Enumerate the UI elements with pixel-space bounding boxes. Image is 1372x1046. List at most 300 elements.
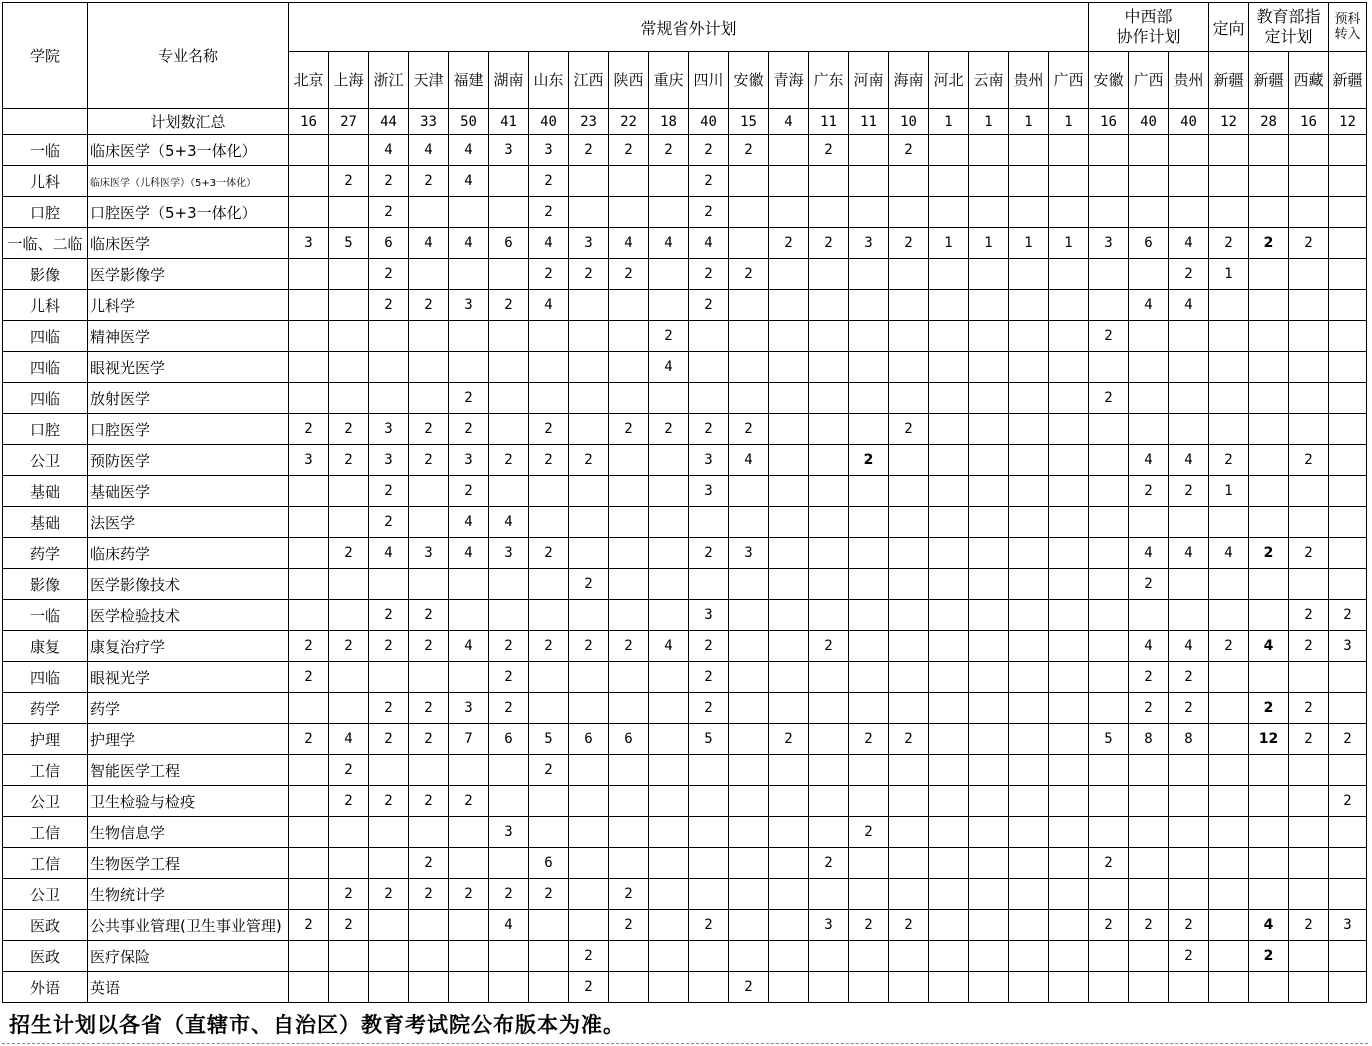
quota-cell: 2 [449, 476, 489, 507]
quota-cell [849, 631, 889, 662]
quota-cell [289, 848, 329, 879]
quota-cell [1329, 662, 1367, 693]
quota-cell [929, 538, 969, 569]
quota-cell [1289, 755, 1329, 786]
quota-cell: 2 [689, 414, 729, 445]
quota-cell: 2 [409, 693, 449, 724]
quota-cell [1129, 414, 1169, 445]
province-header: 广东 [809, 52, 849, 109]
quota-cell: 2 [409, 786, 449, 817]
quota-cell [769, 352, 809, 383]
quota-cell: 2 [329, 631, 369, 662]
quota-cell [1089, 631, 1129, 662]
quota-cell [649, 786, 689, 817]
quota-cell [889, 507, 929, 538]
quota-cell [609, 693, 649, 724]
quota-cell [489, 600, 529, 631]
quota-cell [769, 662, 809, 693]
quota-cell [569, 755, 609, 786]
quota-cell: 3 [369, 414, 409, 445]
table-row [3, 972, 1367, 1003]
quota-cell [929, 507, 969, 538]
quota-cell: 2 [289, 724, 329, 755]
quota-cell [609, 817, 649, 848]
quota-cell [609, 941, 649, 972]
major-cell: 眼视光医学 [88, 352, 289, 383]
quota-cell [449, 941, 489, 972]
total-cell: 41 [489, 109, 529, 135]
quota-cell [449, 321, 489, 352]
quota-cell [329, 817, 369, 848]
table-row [3, 538, 1367, 569]
quota-cell: 2 [1289, 445, 1329, 476]
quota-cell: 2 [1169, 476, 1209, 507]
quota-cell [1329, 755, 1367, 786]
quota-cell: 7 [449, 724, 489, 755]
quota-cell [649, 259, 689, 290]
quota-cell [289, 941, 329, 972]
table-row [3, 197, 1367, 228]
quota-cell [1209, 879, 1249, 910]
quota-cell [609, 662, 649, 693]
quota-cell [849, 197, 889, 228]
quota-cell [1289, 941, 1329, 972]
total-cell: 22 [609, 109, 649, 135]
quota-cell: 2 [369, 476, 409, 507]
quota-cell [969, 600, 1009, 631]
quota-cell [769, 166, 809, 197]
quota-cell [649, 755, 689, 786]
quota-cell: 4 [529, 228, 569, 259]
quota-cell: 2 [1289, 600, 1329, 631]
quota-cell [1249, 972, 1289, 1003]
quota-cell [609, 290, 649, 321]
quota-cell: 2 [729, 259, 769, 290]
quota-cell: 3 [689, 600, 729, 631]
quota-cell: 2 [369, 290, 409, 321]
totals-label: 计划数汇总 [88, 109, 289, 135]
quota-cell: 3 [489, 135, 529, 166]
quota-cell [1049, 414, 1089, 445]
quota-cell [329, 321, 369, 352]
quota-cell [969, 786, 1009, 817]
quota-cell: 2 [889, 910, 929, 941]
quota-cell [689, 507, 729, 538]
quota-cell [329, 197, 369, 228]
total-cell: 18 [649, 109, 689, 135]
quota-cell: 2 [809, 135, 849, 166]
quota-cell: 4 [329, 724, 369, 755]
quota-cell [609, 755, 649, 786]
total-cell: 23 [569, 109, 609, 135]
quota-cell [849, 662, 889, 693]
major-cell: 预防医学 [88, 445, 289, 476]
quota-cell: 4 [1169, 538, 1209, 569]
total-cell: 16 [1089, 109, 1129, 135]
major-cell: 临床医学（儿科医学）（5+3一体化） [88, 166, 289, 197]
quota-cell [489, 941, 529, 972]
quota-cell [969, 755, 1009, 786]
quota-cell [609, 445, 649, 476]
quota-cell: 2 [489, 662, 529, 693]
total-cell: 16 [289, 109, 329, 135]
quota-cell [689, 941, 729, 972]
quota-cell [1209, 755, 1249, 786]
quota-cell [1049, 507, 1089, 538]
total-cell: 12 [1329, 109, 1367, 135]
quota-cell [569, 352, 609, 383]
college-cell: 医政 [3, 910, 88, 941]
quota-cell [729, 941, 769, 972]
quota-cell: 4 [609, 228, 649, 259]
quota-cell: 2 [1169, 662, 1209, 693]
quota-cell: 2 [369, 259, 409, 290]
quota-cell: 4 [729, 445, 769, 476]
quota-cell [489, 755, 529, 786]
quota-cell [489, 166, 529, 197]
major-cell: 生物信息学 [88, 817, 289, 848]
quota-cell [1209, 569, 1249, 600]
quota-cell [969, 352, 1009, 383]
quota-cell [609, 352, 649, 383]
quota-cell: 2 [369, 507, 409, 538]
quota-cell: 3 [729, 538, 769, 569]
province-header: 贵州 [1169, 52, 1209, 109]
quota-cell: 2 [809, 631, 849, 662]
quota-cell [969, 538, 1009, 569]
quota-cell [809, 879, 849, 910]
quota-cell [1089, 197, 1129, 228]
quota-cell [969, 445, 1009, 476]
quota-cell: 2 [529, 259, 569, 290]
quota-cell [1209, 941, 1249, 972]
quota-cell [1009, 755, 1049, 786]
quota-cell: 5 [329, 228, 369, 259]
table-row [3, 414, 1367, 445]
quota-cell [1009, 166, 1049, 197]
quota-cell: 2 [1329, 600, 1367, 631]
quota-cell [809, 538, 849, 569]
quota-cell: 4 [409, 228, 449, 259]
table-row [3, 445, 1367, 476]
quota-cell [969, 972, 1009, 1003]
quota-cell [1249, 786, 1289, 817]
quota-cell [769, 135, 809, 166]
quota-cell [689, 755, 729, 786]
quota-cell [929, 569, 969, 600]
quota-cell: 4 [1129, 290, 1169, 321]
quota-cell [1009, 941, 1049, 972]
quota-cell: 4 [1249, 631, 1289, 662]
quota-cell [1249, 197, 1289, 228]
college-cell: 药学 [3, 693, 88, 724]
quota-cell [369, 941, 409, 972]
quota-cell [409, 476, 449, 507]
quota-cell: 4 [1129, 538, 1169, 569]
quota-cell [1169, 383, 1209, 414]
quota-cell [289, 166, 329, 197]
quota-cell [729, 848, 769, 879]
quota-cell [849, 972, 889, 1003]
quota-cell [1049, 166, 1089, 197]
quota-cell [289, 600, 329, 631]
quota-cell [1089, 290, 1129, 321]
quota-cell: 2 [769, 724, 809, 755]
quota-cell: 2 [329, 879, 369, 910]
college-cell: 口腔 [3, 414, 88, 445]
quota-cell [769, 383, 809, 414]
table-row [3, 693, 1367, 724]
quota-cell [849, 755, 889, 786]
quota-cell [449, 662, 489, 693]
major-cell: 口腔医学（5+3一体化） [88, 197, 289, 228]
quota-cell: 2 [369, 879, 409, 910]
quota-cell [889, 941, 929, 972]
quota-cell [369, 972, 409, 1003]
quota-cell [1329, 476, 1367, 507]
quota-cell: 2 [689, 290, 729, 321]
quota-cell: 3 [689, 445, 729, 476]
province-header: 上海 [329, 52, 369, 109]
quota-cell [809, 755, 849, 786]
quota-cell: 2 [689, 910, 729, 941]
quota-cell [929, 259, 969, 290]
quota-cell [329, 259, 369, 290]
quota-cell: 2 [729, 414, 769, 445]
quota-cell [729, 631, 769, 662]
quota-cell [1329, 321, 1367, 352]
quota-cell [449, 817, 489, 848]
quota-cell: 2 [529, 538, 569, 569]
quota-cell: 2 [609, 631, 649, 662]
quota-cell: 1 [1009, 228, 1049, 259]
quota-cell [329, 507, 369, 538]
major-cell: 临床药学 [88, 538, 289, 569]
quota-cell [529, 662, 569, 693]
quota-cell: 4 [449, 228, 489, 259]
quota-cell [849, 476, 889, 507]
quota-cell [1089, 166, 1129, 197]
quota-cell: 4 [1169, 631, 1209, 662]
quota-cell [369, 321, 409, 352]
quota-cell [1009, 972, 1049, 1003]
quota-cell: 4 [449, 135, 489, 166]
quota-cell [1289, 383, 1329, 414]
province-header: 河北 [929, 52, 969, 109]
table-row [3, 135, 1367, 166]
quota-cell [849, 414, 889, 445]
table-row [3, 228, 1367, 259]
quota-cell [649, 507, 689, 538]
major-header: 专业名称 [88, 3, 289, 109]
quota-cell [1009, 879, 1049, 910]
major-cell: 康复治疗学 [88, 631, 289, 662]
quota-cell [849, 693, 889, 724]
quota-cell [809, 817, 849, 848]
quota-cell: 2 [689, 662, 729, 693]
quota-cell: 2 [369, 724, 409, 755]
quota-cell [1209, 662, 1249, 693]
quota-cell [849, 352, 889, 383]
quota-cell [1089, 941, 1129, 972]
quota-cell [649, 817, 689, 848]
quota-cell [929, 352, 969, 383]
quota-cell [569, 507, 609, 538]
major-cell: 英语 [88, 972, 289, 1003]
quota-cell [1169, 321, 1209, 352]
quota-cell [1169, 507, 1209, 538]
quota-cell [1169, 414, 1209, 445]
group-header-prep-transfer: 预科 转入 [1329, 3, 1367, 52]
quota-cell: 2 [409, 631, 449, 662]
quota-cell [929, 445, 969, 476]
quota-cell [1089, 414, 1129, 445]
college-cell: 公卫 [3, 879, 88, 910]
quota-cell: 2 [849, 445, 889, 476]
quota-cell [1249, 352, 1289, 383]
quota-cell [1209, 290, 1249, 321]
province-header: 云南 [969, 52, 1009, 109]
quota-cell [1329, 228, 1367, 259]
enrollment-plan-table [2, 2, 1367, 1003]
quota-cell [369, 569, 409, 600]
quota-cell [1329, 414, 1367, 445]
province-header: 江西 [569, 52, 609, 109]
quota-cell [769, 507, 809, 538]
quota-cell [289, 755, 329, 786]
quota-cell [1009, 259, 1049, 290]
quota-cell [729, 197, 769, 228]
quota-cell [1329, 197, 1367, 228]
province-header: 广西 [1129, 52, 1169, 109]
quota-cell [1329, 972, 1367, 1003]
quota-cell [1329, 693, 1367, 724]
quota-cell: 2 [1289, 631, 1329, 662]
quota-cell [729, 879, 769, 910]
quota-cell [329, 383, 369, 414]
quota-cell [329, 972, 369, 1003]
quota-cell [969, 662, 1009, 693]
college-cell: 四临 [3, 383, 88, 414]
quota-cell: 6 [489, 228, 529, 259]
quota-cell [649, 972, 689, 1003]
quota-cell [1049, 631, 1089, 662]
quota-cell [1009, 910, 1049, 941]
quota-cell [569, 414, 609, 445]
quota-cell [449, 600, 489, 631]
quota-cell: 2 [329, 414, 369, 445]
quota-cell [809, 972, 849, 1003]
quota-cell: 3 [1329, 631, 1367, 662]
quota-cell [929, 848, 969, 879]
quota-cell [369, 383, 409, 414]
quota-cell [889, 476, 929, 507]
quota-cell [849, 166, 889, 197]
quota-cell [1129, 507, 1169, 538]
quota-cell: 2 [689, 197, 729, 228]
province-header: 天津 [409, 52, 449, 109]
quota-cell [1089, 476, 1129, 507]
quota-cell: 3 [1329, 910, 1367, 941]
group-header-regular: 常规省外计划 [289, 3, 1089, 52]
quota-cell: 2 [569, 259, 609, 290]
quota-cell [369, 910, 409, 941]
quota-cell [1089, 135, 1129, 166]
quota-cell: 2 [489, 631, 529, 662]
quota-cell: 2 [529, 879, 569, 910]
quota-cell: 2 [1089, 910, 1129, 941]
quota-cell [849, 383, 889, 414]
quota-cell [1049, 383, 1089, 414]
table-row [3, 600, 1367, 631]
college-cell: 公卫 [3, 786, 88, 817]
quota-cell [1009, 693, 1049, 724]
quota-cell [929, 693, 969, 724]
quota-cell [1289, 166, 1329, 197]
quota-cell [929, 662, 969, 693]
quota-cell: 2 [1129, 569, 1169, 600]
quota-cell [929, 383, 969, 414]
quota-cell [1049, 848, 1089, 879]
quota-cell [609, 786, 649, 817]
quota-cell [889, 538, 929, 569]
quota-cell [929, 476, 969, 507]
quota-cell [569, 910, 609, 941]
quota-cell [729, 383, 769, 414]
quota-cell [289, 383, 329, 414]
province-header: 新疆 [1329, 52, 1367, 109]
major-cell: 精神医学 [88, 321, 289, 352]
quota-cell: 4 [489, 507, 529, 538]
quota-cell [769, 290, 809, 321]
quota-cell [1249, 290, 1289, 321]
total-cell: 1 [929, 109, 969, 135]
quota-cell [1049, 290, 1089, 321]
quota-cell [849, 259, 889, 290]
quota-cell [1009, 197, 1049, 228]
total-cell: 40 [529, 109, 569, 135]
quota-cell [609, 569, 649, 600]
quota-cell [809, 166, 849, 197]
quota-cell [409, 817, 449, 848]
quota-cell: 2 [729, 972, 769, 1003]
quota-cell [729, 600, 769, 631]
quota-cell [329, 476, 369, 507]
quota-cell [1249, 817, 1289, 848]
quota-cell [1209, 414, 1249, 445]
quota-cell: 2 [1089, 848, 1129, 879]
quota-cell [369, 848, 409, 879]
quota-cell [889, 817, 929, 848]
quota-cell [889, 848, 929, 879]
quota-cell [1329, 259, 1367, 290]
quota-cell [289, 135, 329, 166]
quota-cell: 2 [489, 693, 529, 724]
quota-cell [369, 662, 409, 693]
quota-cell [929, 941, 969, 972]
quota-cell: 2 [769, 228, 809, 259]
quota-cell [569, 197, 609, 228]
quota-cell [649, 724, 689, 755]
table-row [3, 724, 1367, 755]
quota-cell: 2 [489, 445, 529, 476]
quota-cell [649, 600, 689, 631]
quota-cell [1289, 972, 1329, 1003]
table-row [3, 755, 1367, 786]
quota-cell: 2 [649, 321, 689, 352]
quota-cell [809, 414, 849, 445]
quota-cell: 1 [969, 228, 1009, 259]
